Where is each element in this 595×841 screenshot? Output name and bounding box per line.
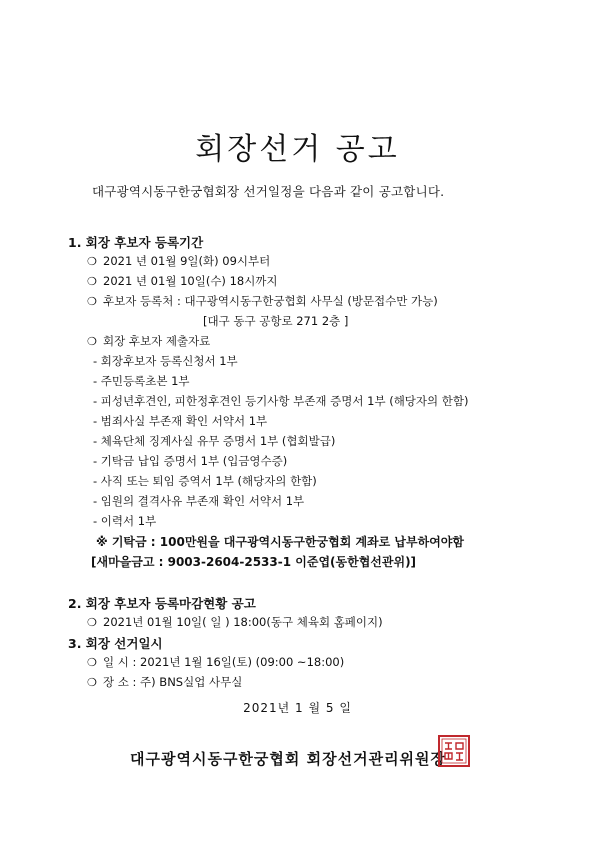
bullet-icon: ❍ — [87, 275, 97, 288]
doc-item: - 사직 또는 퇴임 증역서 1부 (해당자의 한함) — [93, 474, 317, 488]
doc-item: - 임원의 결격사유 부존재 확인 서약서 1부 — [93, 494, 305, 508]
election-place: 장 소 : 주) BNS실업 사무실 — [103, 675, 243, 689]
bullet-icon: ❍ — [87, 335, 97, 348]
bullet-icon: ❍ — [87, 656, 97, 669]
notice-date: 2021년 1 월 5 일 — [243, 701, 352, 715]
bullet-icon: ❍ — [87, 255, 97, 268]
bullet-item — [87, 253, 270, 269]
intro-text: 대구광역시동구한궁협회장 선거일정을 다음과 같이 공고합니다. — [92, 184, 445, 199]
bullet-icon: ❍ — [87, 616, 97, 629]
section3-heading: 3. 회장 선거일시 — [68, 636, 163, 651]
registration-start: 2021 년 01월 9일(화) 09시부터 — [103, 254, 271, 268]
doc-item: - 주민등록초본 1부 — [93, 374, 190, 388]
page-title: 회장선거 공고 — [195, 132, 400, 167]
bullet-item — [87, 333, 210, 349]
bullet-item — [87, 654, 344, 670]
election-time: 일 시 : 2021년 1월 16일(토) (09:00 ~18:00) — [103, 655, 345, 669]
doc-item: - 체육단체 징계사실 유무 증명서 1부 (협회발급) — [93, 434, 336, 448]
account-info: [새마을금고 : 9003-2604-2533-1 이준엽(동한협선관위)] — [91, 555, 417, 569]
official-seal-icon — [438, 735, 470, 767]
deposit-notice: ※ 기탁금 : 100만원을 대구광역시동구한궁협회 계좌로 납부하여야함 — [96, 535, 464, 549]
address-text: [대구 동구 공항로 271 2층 ] — [203, 314, 349, 328]
bullet-item — [87, 674, 242, 690]
deadline-announcement: 2021년 01월 10일( 일 ) 18:00(동구 체육회 홈페이지) — [103, 615, 383, 629]
doc-item: - 기탁금 납입 증명서 1부 (입금영수증) — [93, 454, 288, 468]
bullet-item — [87, 293, 438, 309]
registration-place: 후보자 등록처 : 대구광역시동구한궁협회 사무실 (방문접수만 가능) — [103, 294, 438, 308]
section2-heading: 2. 회장 후보자 등록마감현황 공고 — [68, 596, 256, 611]
doc-item: - 범죄사실 부존재 확인 서약서 1부 — [93, 414, 268, 428]
bullet-icon: ❍ — [87, 295, 97, 308]
doc-item: - 회장후보자 등록신청서 1부 — [93, 354, 238, 368]
section1-heading: 1. 회장 후보자 등록기간 — [68, 235, 204, 250]
bullet-item — [87, 614, 383, 630]
signature: 대구광역시동구한궁협회 회장선거관리위원장 — [130, 750, 447, 768]
docs-heading: 회장 후보자 제출자료 — [103, 334, 211, 348]
doc-item: - 피성년후견인, 피한정후견인 등기사항 부존재 증명서 1부 (해당자의 한함) — [93, 394, 469, 408]
doc-item: - 이력서 1부 — [93, 514, 157, 528]
registration-end: 2021 년 01월 10일(수) 18시까지 — [103, 274, 278, 288]
bullet-item — [87, 273, 278, 289]
bullet-icon: ❍ — [87, 676, 97, 689]
